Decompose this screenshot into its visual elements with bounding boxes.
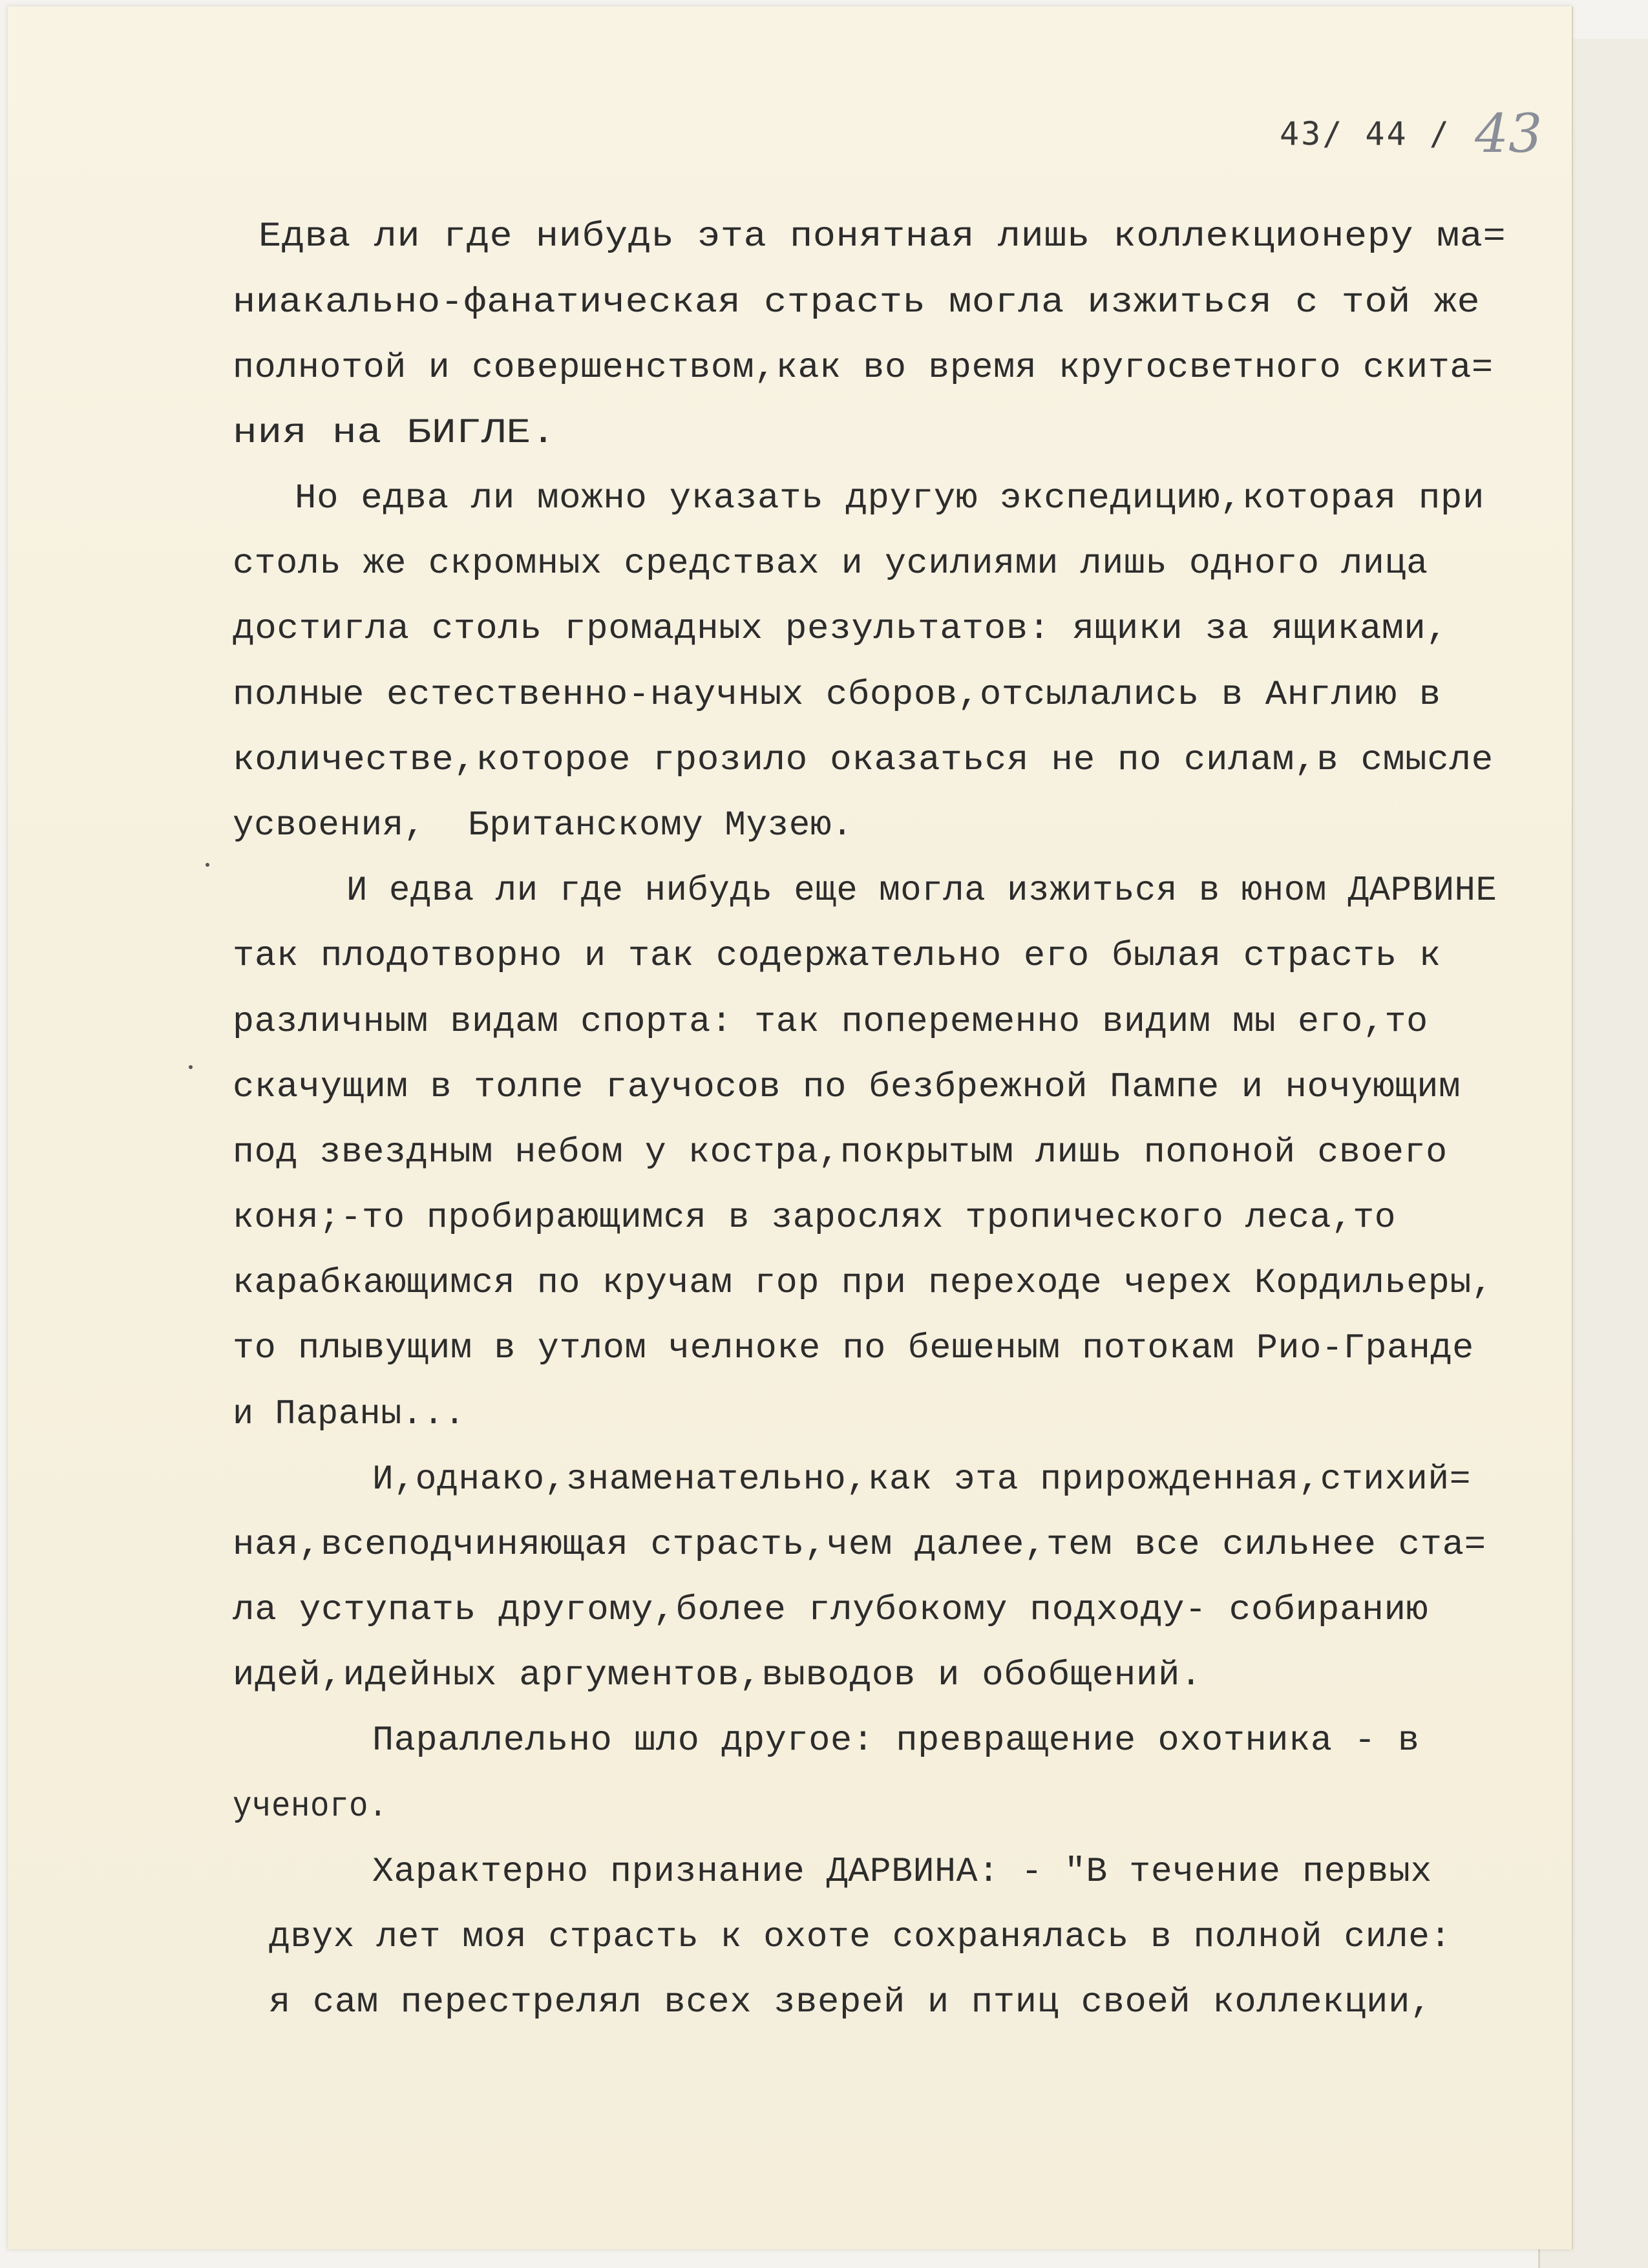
text-line: карабкающимся по кручам гор при переходе черех Кордильеры, [233, 1264, 1494, 1303]
text-line: ниакально-фанатическая страсть могла изжиться с той же [233, 283, 1481, 323]
ink-dot [189, 1065, 193, 1069]
text-line: Но едва ли можно указать другую экспедицию,которая при [295, 479, 1485, 518]
typewritten-sheet [8, 6, 1572, 2249]
text-line: И едва ли где нибудь еще могла изжиться в юном ДАРВИНЕ [346, 871, 1497, 911]
text-line: достигла столь громадных результатов: ящики за ящиками, [233, 609, 1448, 649]
text-line: скачущим в толпе гаучосов по безбрежной Пампе и ночующим [233, 1068, 1461, 1107]
text-line: двух лет моя страсть к охоте сохранялась в полной силе: [269, 1918, 1452, 1957]
text-line: Едва ли где нибудь эта понятная лишь коллекционеру ма= [259, 217, 1506, 257]
ink-dot [206, 863, 209, 867]
text-line: Характерно признание ДАРВИНА: - "В течение первых [372, 1852, 1432, 1892]
handwritten-page-number: 43 [1475, 103, 1543, 165]
text-line: полные естественно-научных сборов,отсылались в Англию в [233, 675, 1441, 715]
text-line: ния на БИГЛЕ. [233, 414, 556, 453]
text-line: ученого. [233, 1787, 388, 1827]
text-line: коня;-то пробирающимся в зарослях тропического леса,то [233, 1198, 1397, 1238]
text-line: различным видам спорта: так попеременно видим мы его,то [233, 1002, 1428, 1042]
text-line: и Параны... [233, 1395, 466, 1434]
text-line: я сам перестрелял всех зверей и птиц своей коллекции, [269, 1983, 1433, 2022]
text-line: столь же скромных средствах и усилиями лишь одного лица [233, 544, 1428, 584]
text-line: усвоения, Британскому Музею. [233, 806, 854, 845]
text-line: Параллельно шло другое: превращение охотника - в [372, 1721, 1420, 1761]
text-line: идей,идейных аргументов,выводов и обобщений. [233, 1656, 1203, 1695]
text-line: полнотой и совершенством,как во время кругосветного скита= [233, 348, 1494, 388]
page-number: 43/ 44 / [1280, 115, 1451, 153]
text-line: под звездным небом у костра,покрытым лишь попоной своего [233, 1133, 1448, 1172]
text-line: ла уступать другому,более глубокому подходу- собиранию [233, 1591, 1429, 1630]
text-line: ная,всеподчиняющая страсть,чем далее,тем все сильнее ста= [233, 1525, 1486, 1565]
text-line: так плодотворно и так содержательно его былая страсть к [233, 937, 1441, 976]
text-line: количестве,которое грозило оказаться не по силам,в смысле [233, 741, 1494, 780]
text-line: И,однако,знаменательно,как эта прирожденная,стихий= [372, 1460, 1472, 1500]
text-line: то плывущим в утлом челноке по бешеным потокам Рио-Гранде [233, 1329, 1474, 1368]
